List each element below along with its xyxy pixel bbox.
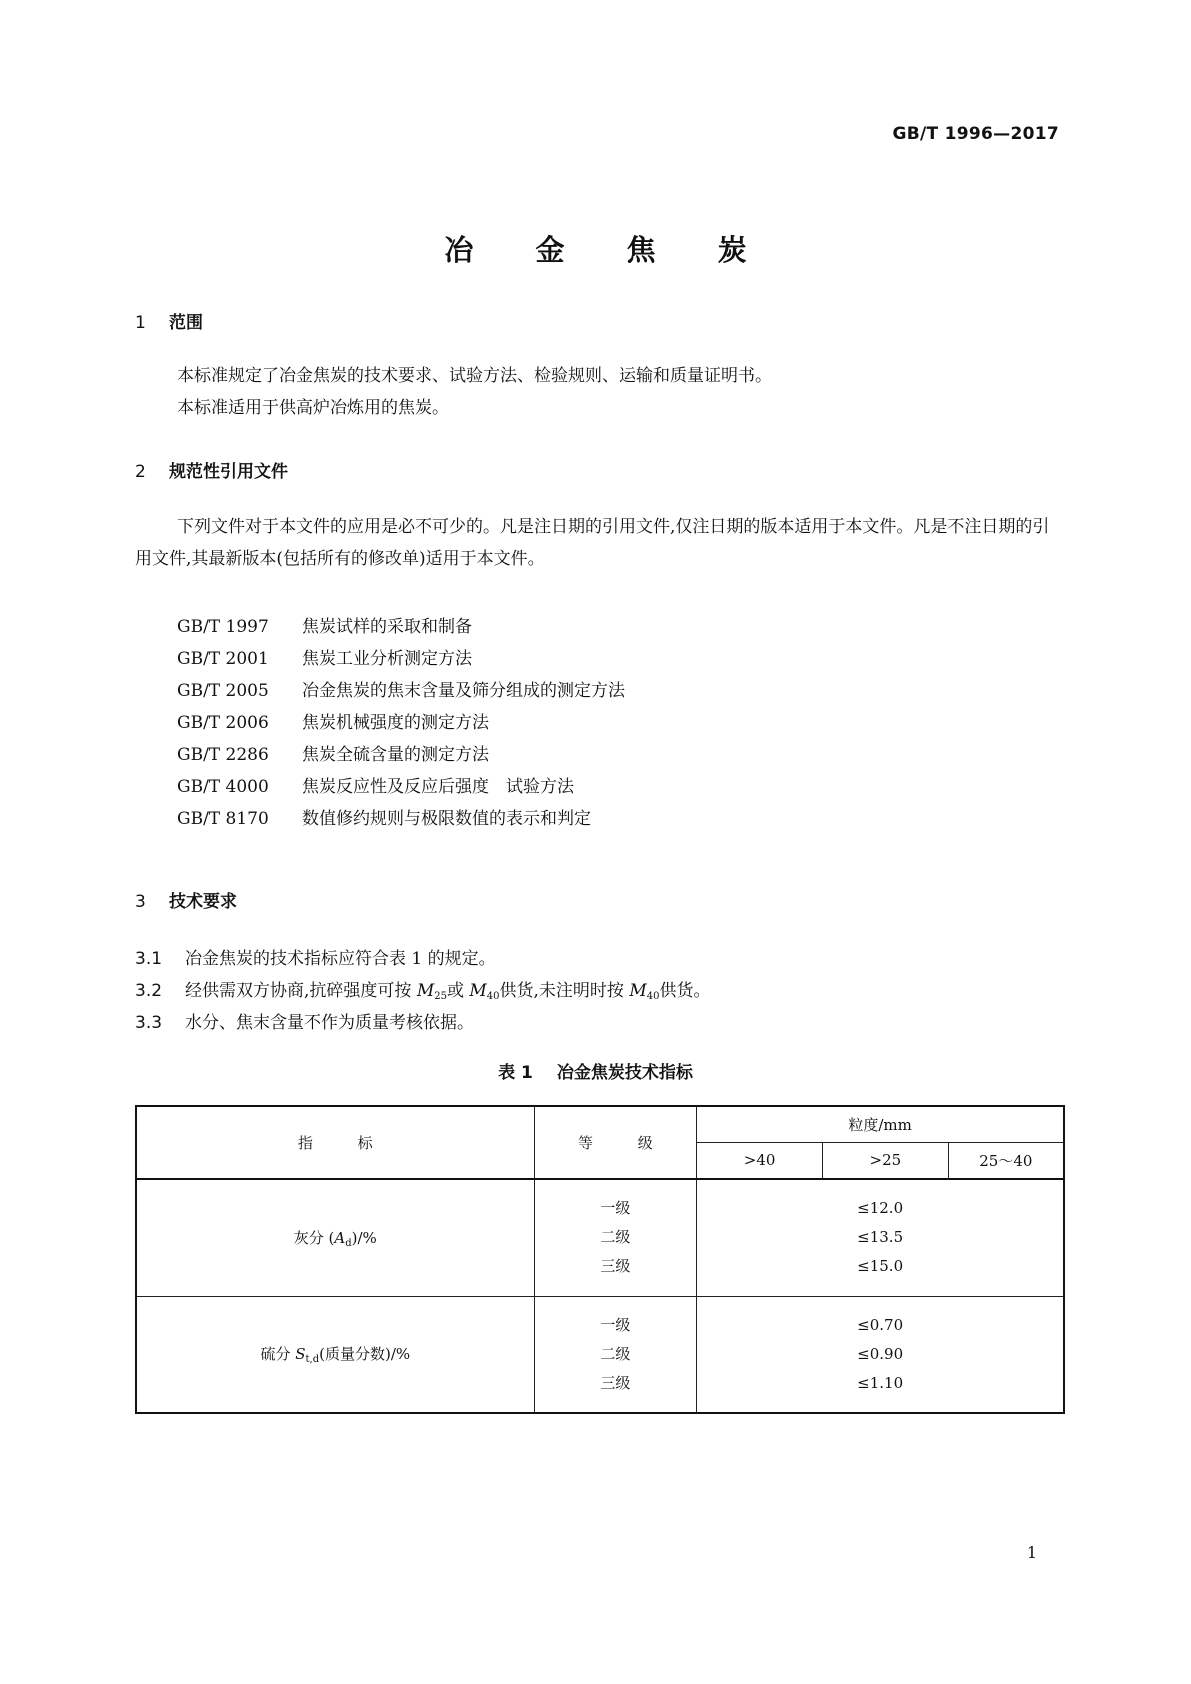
reference-item bbox=[177, 771, 625, 803]
value-cell bbox=[697, 1179, 1064, 1296]
page-number: 1 bbox=[1026, 1543, 1037, 1562]
clause-text: 或 bbox=[446, 981, 470, 1001]
indicator-text: (质量分数)/% bbox=[319, 1345, 411, 1364]
section-number: 3 bbox=[135, 892, 146, 912]
clause-text: 水分、焦末含量不作为质量考核依据。 bbox=[185, 1013, 474, 1033]
grade-label: 三级 bbox=[600, 1257, 631, 1276]
reference-code: GB/T 8170 bbox=[177, 809, 269, 829]
reference-code: GB/T 2006 bbox=[177, 713, 269, 733]
header-size-range: >25 bbox=[823, 1142, 949, 1179]
indicator-cell bbox=[136, 1179, 534, 1296]
grade-label: 二级 bbox=[600, 1344, 631, 1363]
clause-number: 3.1 bbox=[135, 949, 163, 969]
symbol-subscript: 40 bbox=[646, 991, 660, 1002]
clause-text: 供货,未注明时按 bbox=[499, 981, 630, 1001]
clause-text: 冶金焦炭的技术指标应符合表 1 的规定。 bbox=[185, 949, 496, 969]
indicator-text: 硫分 bbox=[260, 1345, 296, 1364]
grade-label: 三级 bbox=[600, 1373, 631, 1392]
standard-code: GB/T 1996—2017 bbox=[892, 124, 1059, 144]
reference-item bbox=[177, 611, 625, 643]
grade-label: 二级 bbox=[600, 1228, 631, 1247]
symbol-letter: M bbox=[629, 981, 647, 1001]
header-size: 粒度/mm bbox=[697, 1106, 1064, 1142]
reference-code: GB/T 2286 bbox=[177, 745, 269, 765]
table-caption bbox=[0, 1058, 1191, 1083]
indicator-symbol: A bbox=[334, 1228, 346, 1247]
limit-value: ≤12.0 bbox=[857, 1199, 904, 1218]
table-row-ash bbox=[136, 1179, 1064, 1296]
section-2-intro: 下列文件对于本文件的应用是必不可少的。凡是注日期的引用文件,仅注日期的版本适用于本文件。凡是不注日期的引用文件,其最新版本(包括所有的修改单)适用于本文件。 bbox=[135, 517, 1050, 569]
symbol-m25 bbox=[417, 981, 447, 1001]
section-3-heading bbox=[135, 887, 237, 912]
value-cell bbox=[697, 1296, 1064, 1413]
reference-code: GB/T 4000 bbox=[177, 777, 269, 797]
reference-title: 焦炭试样的采取和制备 bbox=[302, 617, 472, 637]
reference-title: 焦炭反应性及反应后强度 试验方法 bbox=[302, 777, 574, 797]
symbol-letter: M bbox=[469, 981, 487, 1001]
clause-number: 3.3 bbox=[135, 1013, 163, 1033]
header-size-range: >40 bbox=[697, 1142, 823, 1179]
indicator-cell bbox=[136, 1296, 534, 1413]
clause-list bbox=[135, 943, 711, 1039]
table-row-sulfur bbox=[136, 1296, 1064, 1413]
symbol-letter: M bbox=[416, 981, 435, 1001]
reference-item bbox=[177, 675, 625, 707]
section-1-paragraph-1: 本标准规定了冶金焦炭的技术要求、试验方法、检验规则、运输和质量证明书。 bbox=[177, 366, 772, 386]
indicator-text: 灰分 ( bbox=[293, 1228, 335, 1247]
clause-3-2 bbox=[135, 975, 711, 1007]
header-grade: 等 级 bbox=[534, 1106, 697, 1179]
section-title: 技术要求 bbox=[169, 892, 237, 912]
reference-title: 数值修约规则与极限数值的表示和判定 bbox=[302, 809, 591, 829]
symbol-subscript: 40 bbox=[486, 991, 500, 1002]
indicator-subscript: d bbox=[345, 1237, 352, 1249]
limit-value: ≤13.5 bbox=[857, 1228, 904, 1247]
normative-reference-list bbox=[177, 611, 625, 835]
clause-text: 经供需双方协商,抗碎强度可按 bbox=[185, 981, 417, 1001]
symbol-m40 bbox=[629, 981, 659, 1001]
indicator-text: )/% bbox=[351, 1228, 377, 1247]
reference-title: 冶金焦炭的焦末含量及筛分组成的测定方法 bbox=[302, 681, 625, 701]
grade-label: 一级 bbox=[600, 1199, 631, 1218]
limit-value: ≤0.90 bbox=[857, 1344, 904, 1363]
clause-text: 供货。 bbox=[659, 981, 711, 1001]
section-title: 规范性引用文件 bbox=[169, 462, 288, 482]
header-indicator: 指 标 bbox=[136, 1106, 534, 1179]
reference-code: GB/T 2001 bbox=[177, 649, 269, 669]
reference-item bbox=[177, 803, 625, 835]
limit-value: ≤15.0 bbox=[857, 1257, 904, 1276]
document-title: 冶 金 焦 炭 bbox=[444, 233, 773, 267]
clause-number: 3.2 bbox=[135, 981, 163, 1001]
reference-title: 焦炭机械强度的测定方法 bbox=[302, 713, 489, 733]
indicator-subscript: t,d bbox=[305, 1354, 320, 1366]
header-size-range: 25～40 bbox=[948, 1142, 1064, 1179]
clause-3-1 bbox=[135, 943, 711, 975]
grade-label: 一级 bbox=[600, 1315, 631, 1334]
reference-item bbox=[177, 643, 625, 675]
section-1-heading bbox=[135, 308, 203, 333]
reference-code: GB/T 1997 bbox=[177, 617, 269, 637]
grade-cell bbox=[534, 1179, 697, 1296]
symbol-m40 bbox=[469, 981, 499, 1001]
reference-code: GB/T 2005 bbox=[177, 681, 269, 701]
grade-cell bbox=[534, 1296, 697, 1413]
limit-value: ≤0.70 bbox=[857, 1315, 904, 1334]
limit-value: ≤1.10 bbox=[857, 1373, 904, 1392]
section-number: 2 bbox=[135, 462, 146, 482]
symbol-subscript: 25 bbox=[434, 991, 447, 1002]
reference-title: 焦炭工业分析测定方法 bbox=[302, 649, 472, 669]
coke-spec-table bbox=[135, 1105, 1065, 1414]
indicator-symbol: S bbox=[295, 1345, 306, 1364]
reference-item bbox=[177, 739, 625, 771]
clause-3-3 bbox=[135, 1007, 711, 1039]
reference-item bbox=[177, 707, 625, 739]
section-title: 范围 bbox=[169, 313, 203, 333]
section-number: 1 bbox=[135, 313, 146, 333]
table-number: 表 1 bbox=[498, 1063, 533, 1083]
section-2-heading bbox=[135, 457, 288, 482]
table-title: 冶金焦炭技术指标 bbox=[556, 1063, 693, 1083]
table-header-row bbox=[136, 1106, 1064, 1142]
section-1-paragraph-2: 本标准适用于供高炉冶炼用的焦炭。 bbox=[177, 398, 449, 418]
reference-title: 焦炭全硫含量的测定方法 bbox=[302, 745, 489, 765]
